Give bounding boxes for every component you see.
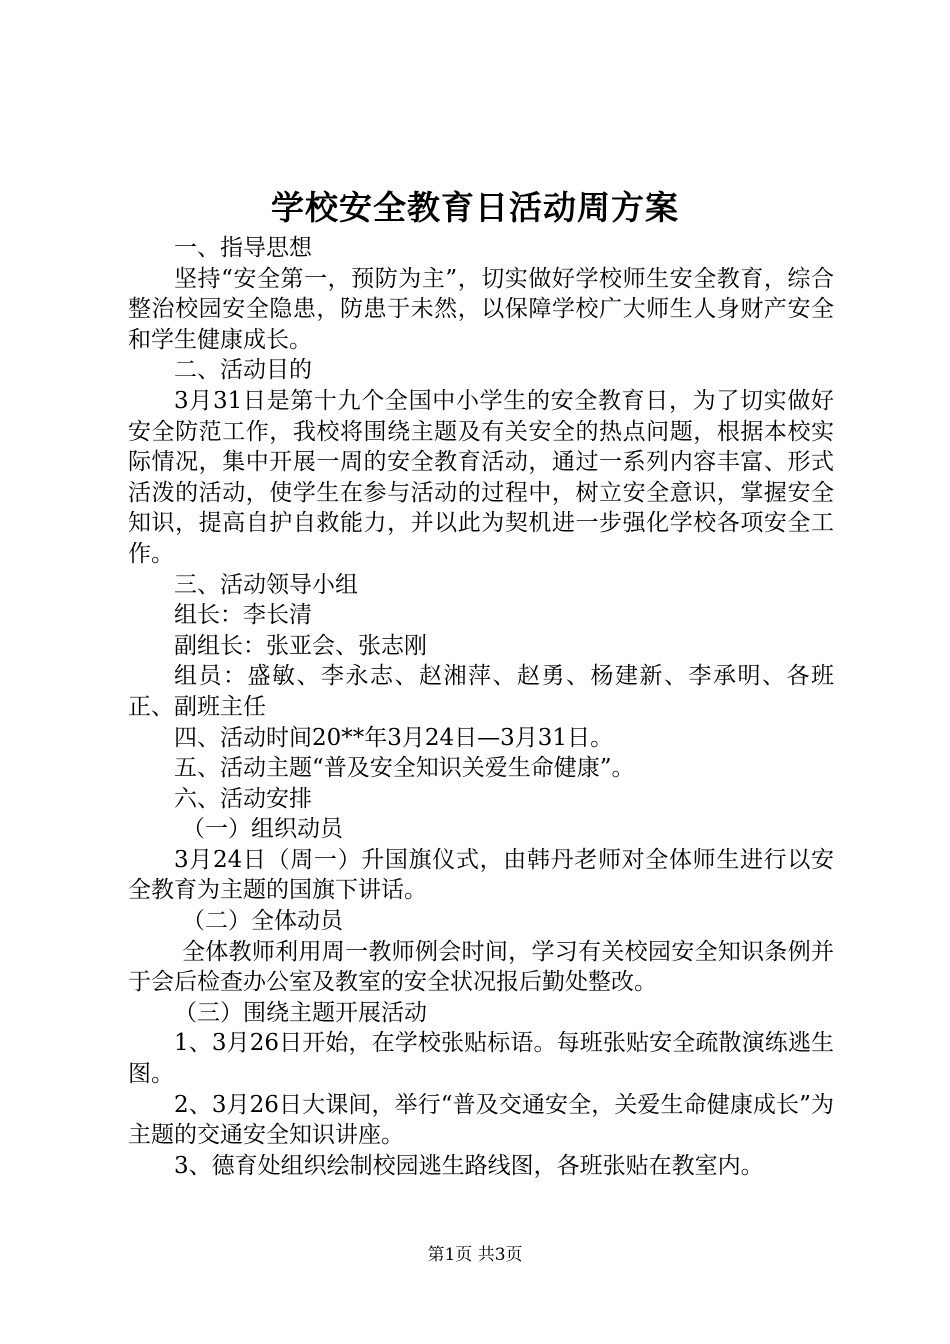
paragraph-purpose: 3月31日是第十九个全国中小学生的安全教育日，为了切实做好安全防范工作，我校将围绕主题及有关安全的热点问题，根据本校实际情况，集中开展一周的安全教育活动，通过一系列内容丰富、形式活泼的活动，使学生在参与活动的过程中，树立安全意识，掌握安全知识，提高自护自救能力，并以此为契机进一步强化学校各项安全工作。: [128, 387, 834, 567]
section-heading-purpose: 二、活动目的: [174, 357, 312, 384]
subheading-activities: （三）围绕主题开展活动: [174, 999, 427, 1026]
paragraph-all-staff: 全体教师利用周一教师例会时间，学习有关校园安全知识条例并于会后检查办公室及教室的安全状况报后勤处整改。: [128, 938, 834, 996]
activity-item-2: 2、3月26日大课间，举行“普及交通安全，关爱生命健康成长”为主题的交通安全知识讲座。: [128, 1091, 834, 1149]
section-heading-theme: 五、活动主题“普及安全知识关爱生命健康”。: [174, 755, 635, 782]
subheading-all-staff: （二）全体动员: [182, 908, 343, 935]
page-number-footer: 第1页 共3页: [427, 1245, 523, 1265]
document-body: [128, 233, 834, 1181]
document-title: 学校安全教育日活动周方案: [271, 188, 679, 227]
paragraph-guiding-ideology: 坚持“安全第一，预防为主”，切实做好学校师生安全教育，综合整治校园安全隐患，防患于未然，以保障学校广大师生人身财产安全和学生健康成长。: [128, 265, 834, 353]
deputy-leader-line: 副组长：张亚会、张志刚: [174, 632, 427, 659]
section-heading-leadership-group: 三、活动领导小组: [174, 571, 358, 598]
subheading-mobilization: （一）组织动员: [182, 816, 343, 843]
activity-item-3: 3、德育处组织绘制校园逃生路线图，各班张贴在教室内。: [174, 1152, 764, 1179]
section-heading-guiding-ideology: 一、指导思想: [174, 235, 312, 261]
section-heading-arrangement: 六、活动安排: [174, 785, 312, 812]
activity-item-1: 1、3月26日开始，在学校张贴标语。每班张贴安全疏散演练逃生图。: [128, 1030, 834, 1088]
paragraph-mobilization: 3月24日（周一）升国旗仪式，由韩丹老师对全体师生进行以安全教育为主题的国旗下讲话。: [128, 846, 834, 904]
members-line: 组员：盛敏、李永志、赵湘萍、赵勇、杨建新、李承明、各班正、副班主任: [128, 663, 834, 720]
leader-line: 组长：李长清: [174, 602, 312, 629]
section-heading-time: 四、活动时间20**年3月24日—3月31日。: [174, 724, 614, 751]
